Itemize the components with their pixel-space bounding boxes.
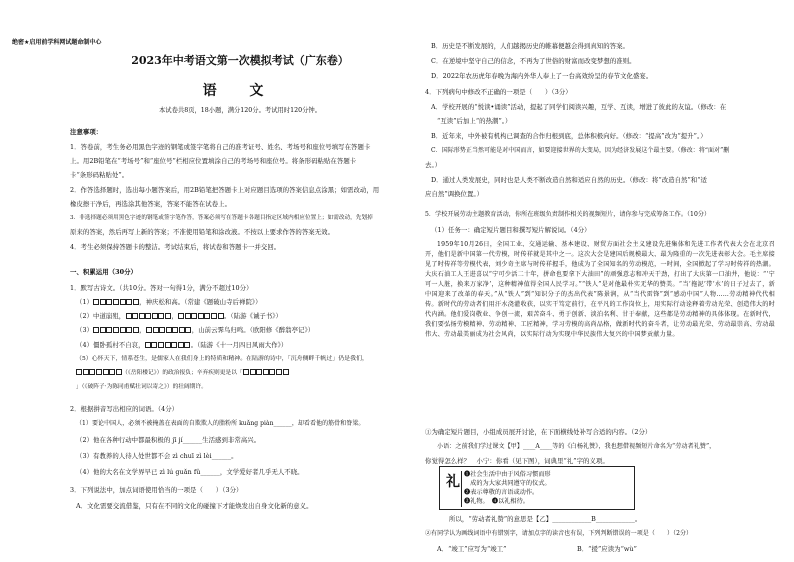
q5-conclusion: 所以，“劳动者礼赞”的意思是【乙】____________B____________。 [449,515,642,523]
q2-item-1: （1）要论中国人，必须不被掩盖在表面的自欺欺人的脂粉所 kuǎng piàn______，却看看他的筋骨和脊梁。 [76,420,365,427]
def-line-2: 成的为大家共同遵守的仪式。 [464,480,551,487]
q5-sub1: ①为确定短片题目，小组成员展开讨论，在下面横线处补写合适的内容。（2分） [425,428,652,436]
q3-option-a: A．文化需要交流借鉴，只有在不同的文化的碰撞下才能焕发出自身文化新的意义。 [76,502,313,510]
answer-boxes[interactable] [93,326,139,335]
dictionary-divider [461,471,462,507]
q4-stem: 4．下列病句中修改不正确的一项是（ ）（3分） [425,88,572,96]
note-line-1: 1．答卷前，考生务必用黑色字迹的钢笔或签字笔将自己的准考证号、姓名、考场号和座位号填写在答题卡 [70,143,371,151]
note-line-7: 原来的答案，然后再写上新的答案；不准使用铅笔和涂改液。不按以上要求作答的答案无效。 [70,228,335,236]
note-line-4: 2．作答选择题时，选出每小题答案后，用2B铅笔把答题卡上对应题目选项的答案信息点涂黑；如需改动，用 [70,186,380,194]
note-line-6: 3．非选择题必须用黑色字迹的钢笔或签字笔作答，答案必须写在答题卡各题目指定区域内相应位置上；如需改动，先划掉 [70,215,373,221]
note-line-3: 卡“条形码粘贴处”。 [70,171,129,179]
answer-boxes[interactable] [146,326,192,335]
subject-title: 语 文 [202,83,278,99]
q5-dialog: 小语：之前我们学过课文【甲】____A____等的《白杨礼赞》，我也想借视频短片命名为“劳动者礼赞”， [437,443,716,450]
q3-stem: 3．下列说法中，加点词语使用恰当的一项是（ ）（3分） [70,486,243,494]
def-line-4: ❸礼物。 ❹以礼相待。 [464,498,529,505]
exam-info: 本试卷共8页，18小题，满分120分。考试用时120分钟。 [159,107,321,114]
q2-item-3: （3）有教养的人待人处世都不会 zì chuī zì lèi______。 [76,452,238,460]
q1-line-1: （1） ，神庆松和高。（常建《题破山寺后禅院》） [76,298,262,306]
q3-option-d: D．2022年农历虎年春晚为海内外华人奉上了一台高效纷呈的春节文化盛宴。 [431,72,653,80]
q3-option-b: B．历史是不断发展的，人们越揭历史的帷幕便越会得到真知的答案。 [431,42,629,50]
dictionary-entry-box [439,466,635,510]
q5-passage: 1959年10月26日，全国工业、交通运输、基本建设、财贸方面社会主义建设先进集体和先进工作者代表大会在北京召开，他们是新中国第一代劳模，时传祥就是其中之一。这次大会是建国后规模最大、最为隆重的一次先进表彰大会。毛主席接见了时传祥等劳模代表，刘少奇主席与时传祥握手，他成为了全国知名的劳动模范，一时间，全国掀起了学习时传祥的热潮。大庆石油工人王进喜以“宁可少活二十年，拼命也要拿下大油田”的顽强意志和冲天干劲，打出了大庆第一口油井，他说：“‘宁可一人脏，换来万家净’，这种精神值得全国人民学习。”“铁人”是对他最朴实无华的赞美。“当‘拖泥’带‘水’的日子过去了，新中国迎来了改革的春天。”从“铁人”到“知识分子的杰出代表”陈景润，从“当代雷锋”到“感动中国”人物……劳动精神代代相传。新时代的劳动者们用汗水浇灌收获，以实干笃定前行，在平凡的工作岗位上，用实际行动诠释着劳动光荣、创造伟大的时代内涵。他们爱岗敬业、争创一流，艰苦奋斗、勇于创新、淡泊名利、甘于奉献，这些都是劳动精神的具体体现。在新时代，我们要弘扬劳模精神、劳动精神、工匠精神，学习劳模的高尚品格，做新时代的奋斗者，让劳动最光荣、劳动最崇高、劳动最伟大、劳动最美丽成为社会风尚，以实际行动为实现中华民族伟大复兴的中国梦贡献力量。 [425,241,775,338]
notes-heading: 注意事项： [70,128,103,136]
note-line-2: 上。用2B铅笔在“考场号”和“座位号”栏相应位置填涂自己的考场号和座位号。将条形码粘贴在答题卡 [70,157,357,165]
q2-item-2: （2）他在各种行动中都最积极的 jī jí______生活感到非常高兴。 [76,436,261,444]
section1-heading: 一、积累运用（30分） [70,268,137,276]
q1-line-3: （3） ， ，山前云霁鸟归鸣。（欧阳修《醉翁亭记》） [76,326,315,334]
q4-option-a-cont: “互读”后加上“的热潮”。） [437,117,512,125]
q1-line-5: （5）心怀天下，情系苍生，是儒家人在我们身上的特质和精神。在陆游的诗中，「沉舟侧畔千帆过」仍是我们， [76,356,368,362]
exam-title: 2023年中考语文第一次模拟考试（广东卷） [131,54,349,67]
note-line-5: 橡皮擦干净后，再选涂其他答案，答案不能答在试卷上。 [70,200,232,208]
q4-option-a: A．学校开展的“悦读•诵读”活动，提起了同学们阅读兴趣，互学、互读，增进了彼此的友谊。（修改：在 [431,103,727,111]
answer-boxes[interactable] [145,341,191,350]
q3-option-c: C．在逆境中坚守自己的信念，不再为了世俗的财富而改变梦想的准则。 [431,57,636,65]
q2-item-4: （4）他的大名在文学界早已 zì lú guǎn fǔ______，文学爱好者几乎无人不晓。 [76,468,304,476]
q4-option-c: C．国际形势正当然可能是对中国而言，如要迎接世界的大变局，因为经济发展这个最主要。（修改：将“面对”删 [431,147,730,154]
answer-boxes[interactable] [93,298,139,307]
q5-task1: （1）任务一：确定短片题目和撰写短片解说词。（4分） [431,226,591,234]
q5-option-a: A．“竣工”应写为“竣工” [437,545,507,553]
answer-boxes[interactable] [178,312,224,321]
right-column [425,0,775,562]
q4-option-d: D．通过人类发展史，同时也是人类不断改造自然和适应自然的历史。（修改：将“改造自然”和“适 [431,176,707,184]
q1-line-4: （4）僵卧孤村不自哀， 。（陆游《十一月四日风雨大作》） [76,341,288,349]
publisher-label: 绝密★启用前学科网试题命制中心 [12,39,102,46]
q4-option-b: B．近年来，中外被有机构已调查的合作归根到底，总体积极向好。（修改：“提高”改为“提升”。） [431,132,707,140]
q1-stem: 1．默写古诗文。（共10分。答对一句得1分，满分不超过10分） [70,284,253,292]
def-line-1: ❶社会生活中由于风俗习惯而形 [464,471,551,478]
q5-dialog-2: 你觉得怎么样？ 小宁：你看（见下图），词典里“礼”字的义项。 [425,457,609,465]
answer-boxes[interactable] [125,312,171,321]
q1-line-2: （2）中道崩殂， ， 。（陆游《诫子书》） [76,312,282,320]
q4-option-d-cont: 应自然”调换位置。） [425,190,484,198]
answer-boxes[interactable] [76,369,122,378]
dictionary-char: 礼 [446,474,460,490]
note-line-8: 4．考生必须保持答题卡的整洁。考试结束后，将试卷和答题卡一并交回。 [70,243,281,251]
q1-line-6: （《岳阳楼记》）的政治报负；辛弃疾则更是以「 [76,369,289,378]
q4-option-c-cont: 去。） [425,161,442,169]
def-line-3: ❷表示尊敬的言语或动作。 [464,489,539,496]
answer-boxes[interactable] [243,369,289,378]
q5-stem: 5．学校开展劳动主题教育活动，你所在班级负责制作相关的视频短片，请你参与完成筹备工作。（10分） [425,211,711,218]
left-column [70,0,410,562]
q2-stem: 2．根据拼音写出相应的词语。（4分） [70,405,179,413]
q5-option-b: B．“援”应读为“wù” [577,545,637,553]
q5-sub2: ②有同学认为画线词语中有错别字，请加点字的读音也有误，下列判断错误的一项是（ ）（2分） [425,530,693,537]
q1-line-6b: 」（《破阵子·为陈同甫赋壮词以寄之》）的壮阔期许。 [76,384,208,390]
